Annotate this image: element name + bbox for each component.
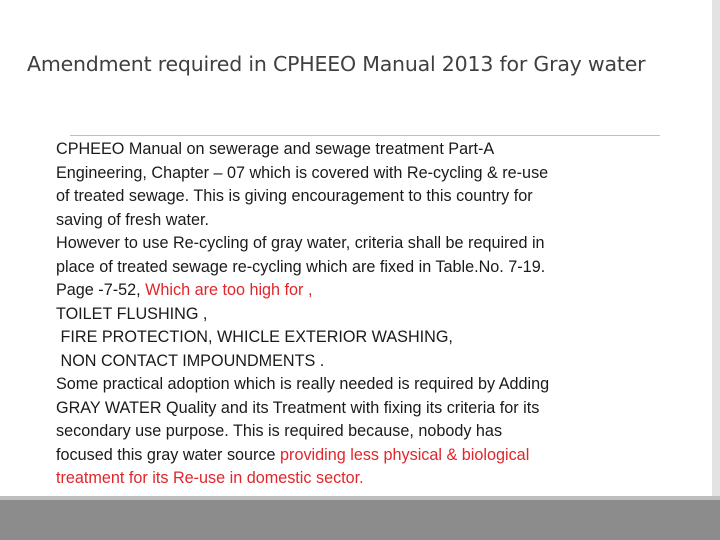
body-line xyxy=(56,279,696,303)
right-accent-bar xyxy=(712,0,720,500)
slide-title: Amendment required in CPHEEO Manual 2013 for Gray water xyxy=(27,52,646,76)
body-line: saving of fresh water. xyxy=(56,210,209,229)
footer-bar xyxy=(0,500,720,540)
body-line: TOILET FLUSHING , xyxy=(56,304,208,323)
body-line: Engineering, Chapter – 07 which is covered with Re-cycling & re-use xyxy=(56,163,549,182)
body-line: However to use Re-cycling of gray water, criteria shall be required in xyxy=(56,234,545,252)
body-line: secondary use purpose. This is required because, nobody has xyxy=(56,422,503,440)
body-line: treatment for its Re-use in domestic sector. xyxy=(56,469,364,487)
body-line: FIRE PROTECTION, WHICLE EXTERIOR WASHING, xyxy=(56,328,453,346)
body-line: CPHEEO Manual on sewerage and sewage treatment Part-A xyxy=(56,140,495,158)
highlight-treatment: providing less physical & biological xyxy=(280,445,530,464)
body-line: place of treated sewage re-cycling which are fixed in Table.No. 7-19. xyxy=(56,257,546,276)
body-line xyxy=(56,444,696,468)
title-divider xyxy=(70,135,660,136)
body-line: GRAY WATER Quality and its Treatment with fixing its criteria for its xyxy=(56,398,540,417)
body-line: NON CONTACT IMPOUNDMENTS . xyxy=(56,351,325,370)
body-line: Some practical adoption which is really needed is required by Adding xyxy=(56,375,550,393)
body-text-segment: focused this gray water source xyxy=(56,445,281,464)
slide-body xyxy=(56,138,696,491)
body-line: of treated sewage. This is giving encouragement to this country for xyxy=(56,187,533,205)
highlight-too-high: Which are too high for , xyxy=(145,281,313,299)
page-reference: Page -7-52, xyxy=(56,281,146,299)
